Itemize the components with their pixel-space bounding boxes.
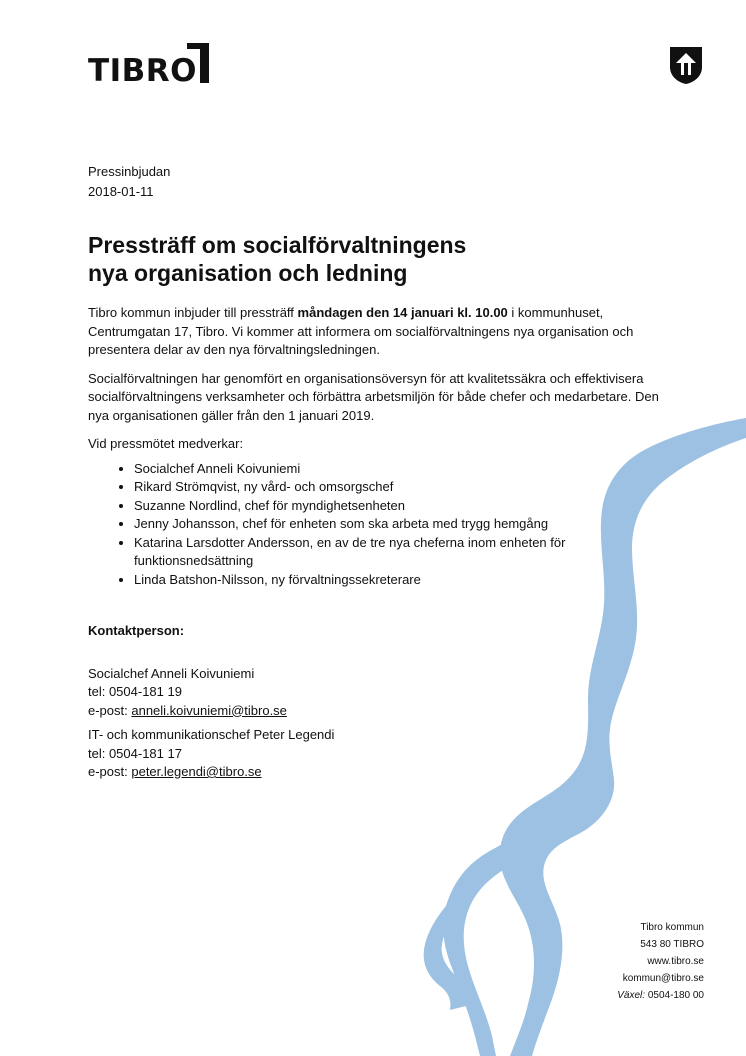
intro-paragraph	[88, 304, 678, 360]
email-label: e-post:	[88, 764, 132, 779]
footer-phone	[617, 987, 704, 1004]
logo-bar-mark	[200, 43, 209, 83]
email-link[interactable]: anneli.koivuniemi@tibro.se	[131, 702, 287, 718]
participants-list	[88, 460, 678, 590]
intro-date-emphasis: måndagen den 14 januari kl. 10.00	[297, 305, 508, 320]
logo-text: TIBRO	[88, 53, 198, 89]
title-line-1: Pressträff om socialförvaltningens	[88, 232, 467, 258]
background-paragraph: Socialförvaltningen har genomfört en organisationsöversyn för att kvalitetssäkra och effektivisera socialförvaltningens verksamheter och förbättra arbetsmiljön för både chefer och medarbetare. Den nya organisationen gäller från den 1 januari 2019.	[88, 370, 659, 423]
footer-email: kommun@tibro.se	[622, 973, 704, 984]
contact-heading: Kontaktperson:	[88, 623, 185, 638]
footer-web: www.tibro.se	[647, 956, 704, 967]
list-item: • Linda Batshon-Nilsson, ny förvaltningssekreterare	[134, 571, 678, 590]
footer-org: Tibro kommun	[640, 922, 704, 933]
footer-address	[617, 919, 704, 1004]
document-meta	[88, 162, 170, 202]
contact-person	[88, 726, 334, 782]
document-date: 2018-01-11	[88, 184, 154, 199]
tibro-crest-icon	[668, 45, 704, 85]
phone-number: 0504-180 00	[645, 990, 704, 1001]
title-line-2: nya organisation och ledning	[88, 260, 408, 286]
tibro-logo	[88, 46, 209, 89]
contact-section	[88, 622, 334, 788]
list-item: • Rikard Strömqvist, ny vård- och omsorgschef	[134, 478, 678, 497]
document-body	[88, 304, 678, 589]
contact-email-row	[88, 702, 334, 721]
page-title	[88, 231, 648, 287]
contact-phone: tel: 0504-181 19	[88, 684, 182, 699]
email-label: e-post:	[88, 702, 132, 718]
list-item: • Socialchef Anneli Koivuniemi	[134, 460, 678, 479]
contact-phone: tel: 0504-181 17	[88, 745, 182, 761]
footer-address-line: 543 80 TIBRO	[640, 939, 704, 950]
list-item: • Jenny Johansson, chef för enheten som ska arbeta med trygg hemgång	[134, 515, 678, 534]
intro-text-cont: i kommunhuset, Centrumgatan 17, Tibro. Vi kommer att informera om socialförvaltningens nya organisation och presentera delar av den nya förvaltningsledningen.	[88, 305, 634, 357]
email-link[interactable]: peter.legendi@tibro.se	[131, 764, 262, 779]
participants-intro: Vid pressmötet medverkar:	[88, 436, 244, 451]
list-item: • Katarina Larsdotter Andersson, en av de tre nya cheferna inom enheten för funktionsnedsättning	[134, 534, 579, 571]
contact-person	[88, 665, 334, 721]
document-type: Pressinbjudan	[88, 164, 171, 179]
list-item: • Suzanne Nordlind, chef för myndighetsenheten	[134, 497, 678, 516]
contact-name: Socialchef Anneli Koivuniemi	[88, 665, 255, 681]
phone-label: Växel:	[617, 990, 646, 1001]
contact-name: IT- och kommunikationschef Peter Legendi	[88, 727, 335, 742]
intro-text: Tibro kommun inbjuder till pressträff	[88, 305, 298, 320]
contact-email-row	[88, 763, 334, 782]
